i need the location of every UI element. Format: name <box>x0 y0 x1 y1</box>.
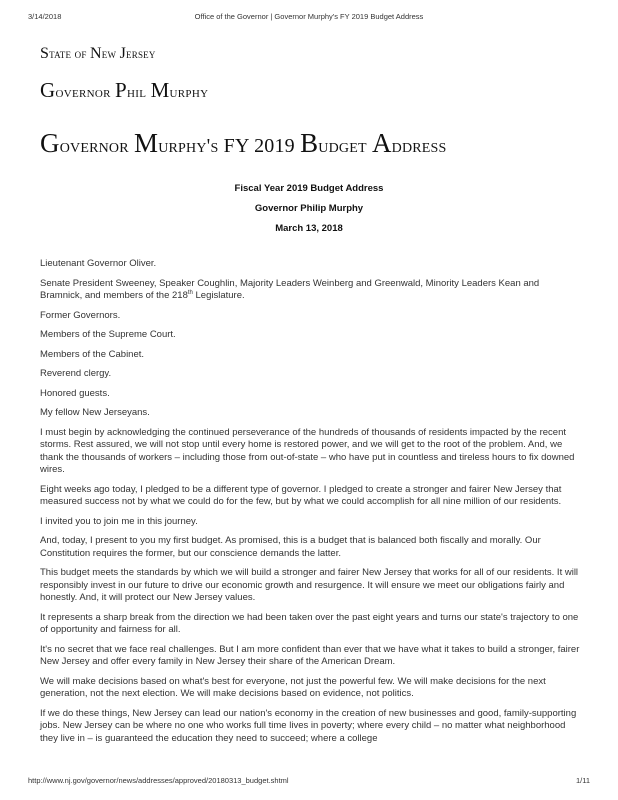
paragraph: Reverend clergy. <box>40 368 112 379</box>
site-name-governor[interactable]: Governor Phil Murphy <box>40 78 209 102</box>
paragraph: It's no secret that we face real challenges. But I am more confident than ever that we have what it takes to build a stronger, fairer New Jersey and offer every family in New Jersey their share of the American Dream. <box>40 643 580 667</box>
paragraph: It represents a sharp break from the direction we had been taken over the past eight years and turns our state's trajectory to one of opportunity and fairness for all. <box>40 611 579 635</box>
print-url: http://www.nj.gov/governor/news/addresses/approved/20180313_budget.shtml <box>28 776 289 785</box>
speech-body <box>40 258 580 752</box>
paragraph: I invited you to join me in this journey. <box>40 515 198 527</box>
subhead-fiscal-year: Fiscal Year 2019 Budget Address <box>234 183 384 194</box>
print-date: 3/14/2018 <box>28 12 62 21</box>
paragraph: Members of the Cabinet. <box>40 348 145 360</box>
paragraph: Former Governors. <box>40 309 121 321</box>
print-footer <box>28 776 590 788</box>
paragraph: And, today, I present to you my first budget. As promised, this is a budget that is balanced both fiscally and morally. Our Constitution requires the former, but our conscience demands the latter. <box>40 535 541 559</box>
paragraph: We will make decisions based on what's best for everyone, not just the powerful few. We will make decisions for the next generation, not the next election. We will make decisions based on evidence, not politics. <box>40 675 546 699</box>
subhead-date: March 13, 2018 <box>275 223 343 234</box>
paragraph: Eight weeks ago today, I pledged to be a different type of governor. I pledged to create a stronger and fairer New Jersey that measured success not by what we could do for the few, but by what we could accomplish for all nine million of our residents. <box>40 483 562 507</box>
paragraph: My fellow New Jerseyans. <box>40 407 150 418</box>
paragraph: I must begin by acknowledging the continued perseverance of the hundreds of thousands of residents impacted by the recent storms. Rest assured, we will not stop until every home is restored power, and we will get to the root of the problem. And, we thank the thousands of workers – including those from out-of-state – who have put in countless and tireless hours to fix downed wires. <box>40 426 575 475</box>
paragraph: Members of the Supreme Court. <box>40 329 176 340</box>
subhead-governor: Governor Philip Murphy <box>254 203 364 214</box>
page-title: Governor Murphy's FY 2019 Budget Address <box>40 128 447 158</box>
paragraph: Senate President Sweeney, Speaker Coughlin, Majority Leaders Weinberg and Greenwald, Minority Leaders Kean and Bramnick, and members of the 218th Legislature. <box>40 277 540 301</box>
print-header <box>28 12 590 24</box>
page-number: 1/11 <box>575 776 590 785</box>
print-page-title: Office of the Governor | Governor Murphy's FY 2019 Budget Address <box>194 12 424 21</box>
paragraph: This budget meets the standards by which we will build a stronger and fairer New Jersey that works for all of our residents. It will responsibly invest in our future to drive our economic growth and resurgence. It will ensure we meet our obligations fairly and honestly. And, it will protect our New Jersey values. <box>40 567 579 603</box>
paragraph: Honored guests. <box>40 387 110 399</box>
paragraph: If we do these things, New Jersey can lead our nation's economy in the creation of new businesses and good, family-supporting jobs. New Jersey can be where no one who works full time lives in poverty; where every child – no matter what neighborhood they live in – is guaranteed the education they need to succeed; where a college <box>40 707 577 744</box>
paragraph: Lieutenant Governor Oliver. <box>40 258 157 269</box>
site-name-state[interactable]: State of New Jersey <box>40 45 156 62</box>
